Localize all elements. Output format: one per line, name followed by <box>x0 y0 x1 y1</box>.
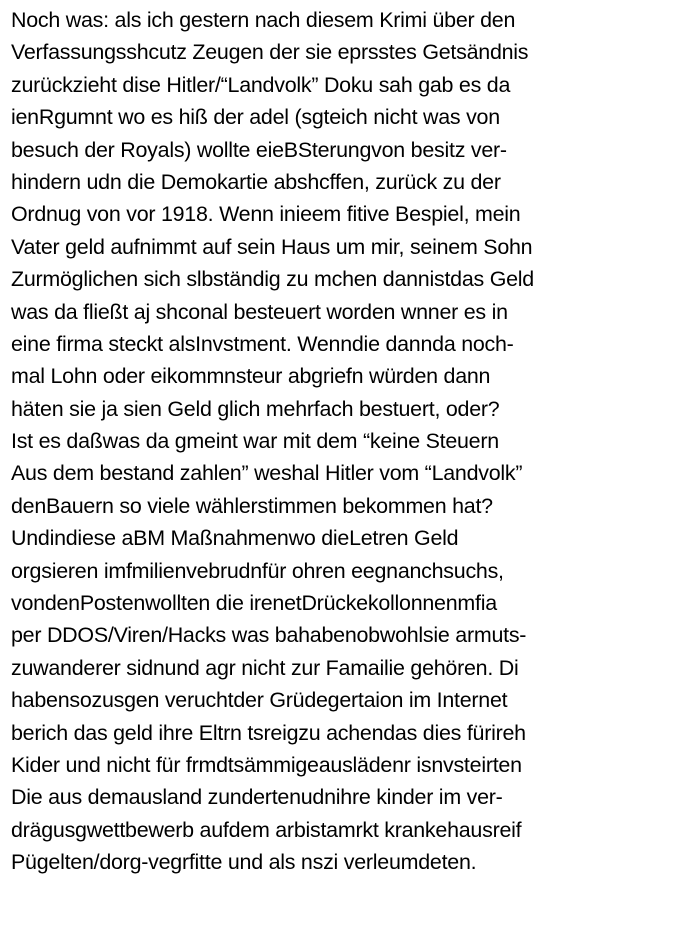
text-line: besuch der Royals) wollte eieBSterungvon besitz ver- <box>11 137 507 162</box>
text-line: Verfassungsshcutz Zeugen der sie eprsstes Getsändnis <box>11 40 529 65</box>
text-line: orgsieren imfmilienvebrudnfür ohren eegnanchsuchs, <box>11 558 504 583</box>
text-line: zuwanderer sidnund agr nicht zur Famailie gehören. Di <box>11 655 519 680</box>
text-line: berich das geld ihre Eltrn tsreigzu achendas dies fürireh <box>11 720 526 745</box>
text-line: habensozusgen veruchtder Grüdegertaion im Internet <box>11 688 508 713</box>
text-line: Ist es daßwas da gmeint war mit dem “keine Steuern <box>11 429 499 454</box>
text-line: was da fließt aj shconal besteuert worden wnner es in <box>11 299 508 324</box>
text-line: zurückzieht dise Hitler/“Landvolk” Doku sah gab es da <box>11 72 511 97</box>
text-line: Noch was: als ich gestern nach diesem Krimi über den <box>11 8 516 32</box>
text-line: ienRgumnt wo es hiß der adel (sgteich nicht was von <box>11 105 500 130</box>
text-line: hindern udn die Demokartie abshcffen, zurück zu der <box>11 169 501 194</box>
text-line: denBauern so viele wählerstimmen bekommen hat? <box>11 493 493 518</box>
text-line: Kider und nicht für frmdtsämmigeauslädenr isnvsteirten <box>11 752 522 777</box>
text-line: Zurmöglichen sich slbständig zu mchen dannistdas Geld <box>11 267 534 292</box>
text-line: mal Lohn oder eikommnsteur abgriefn würden dann <box>11 364 491 389</box>
text-line: Aus dem bestand zahlen” weshal Hitler vom “Landvolk” <box>11 461 523 486</box>
text-line: Ordnug von vor 1918. Wenn inieem fitive Bespiel, mein <box>11 202 521 227</box>
text-line: Undindiese aBM Maßnahmenwo dieLetren Geld <box>11 526 459 551</box>
text-line: Pügelten/dorg-vegrfitte und als nszi verleumdeten. <box>11 850 477 875</box>
text-line: per DDOS/Viren/Hacks was bahabenobwohlsie armuts- <box>11 623 527 648</box>
text-line: eine firma steckt alsInvstment. Wenndie dannda noch- <box>11 331 514 356</box>
text-line: häten sie ja sien Geld glich mehrfach bestuert, oder? <box>11 396 500 421</box>
text-line: vondenPostenwollten die irenetDrückekollonnenmfia <box>11 591 497 616</box>
text-line: Vater geld aufnimmt auf sein Haus um mir, seinem Sohn <box>11 234 533 259</box>
text-line: Die aus demausland zundertenudnihre kinder im ver- <box>11 785 503 810</box>
document-text <box>11 4 681 879</box>
text-line: drägusgwettbewerb aufdem arbistamrkt krankehausreif <box>11 817 522 842</box>
